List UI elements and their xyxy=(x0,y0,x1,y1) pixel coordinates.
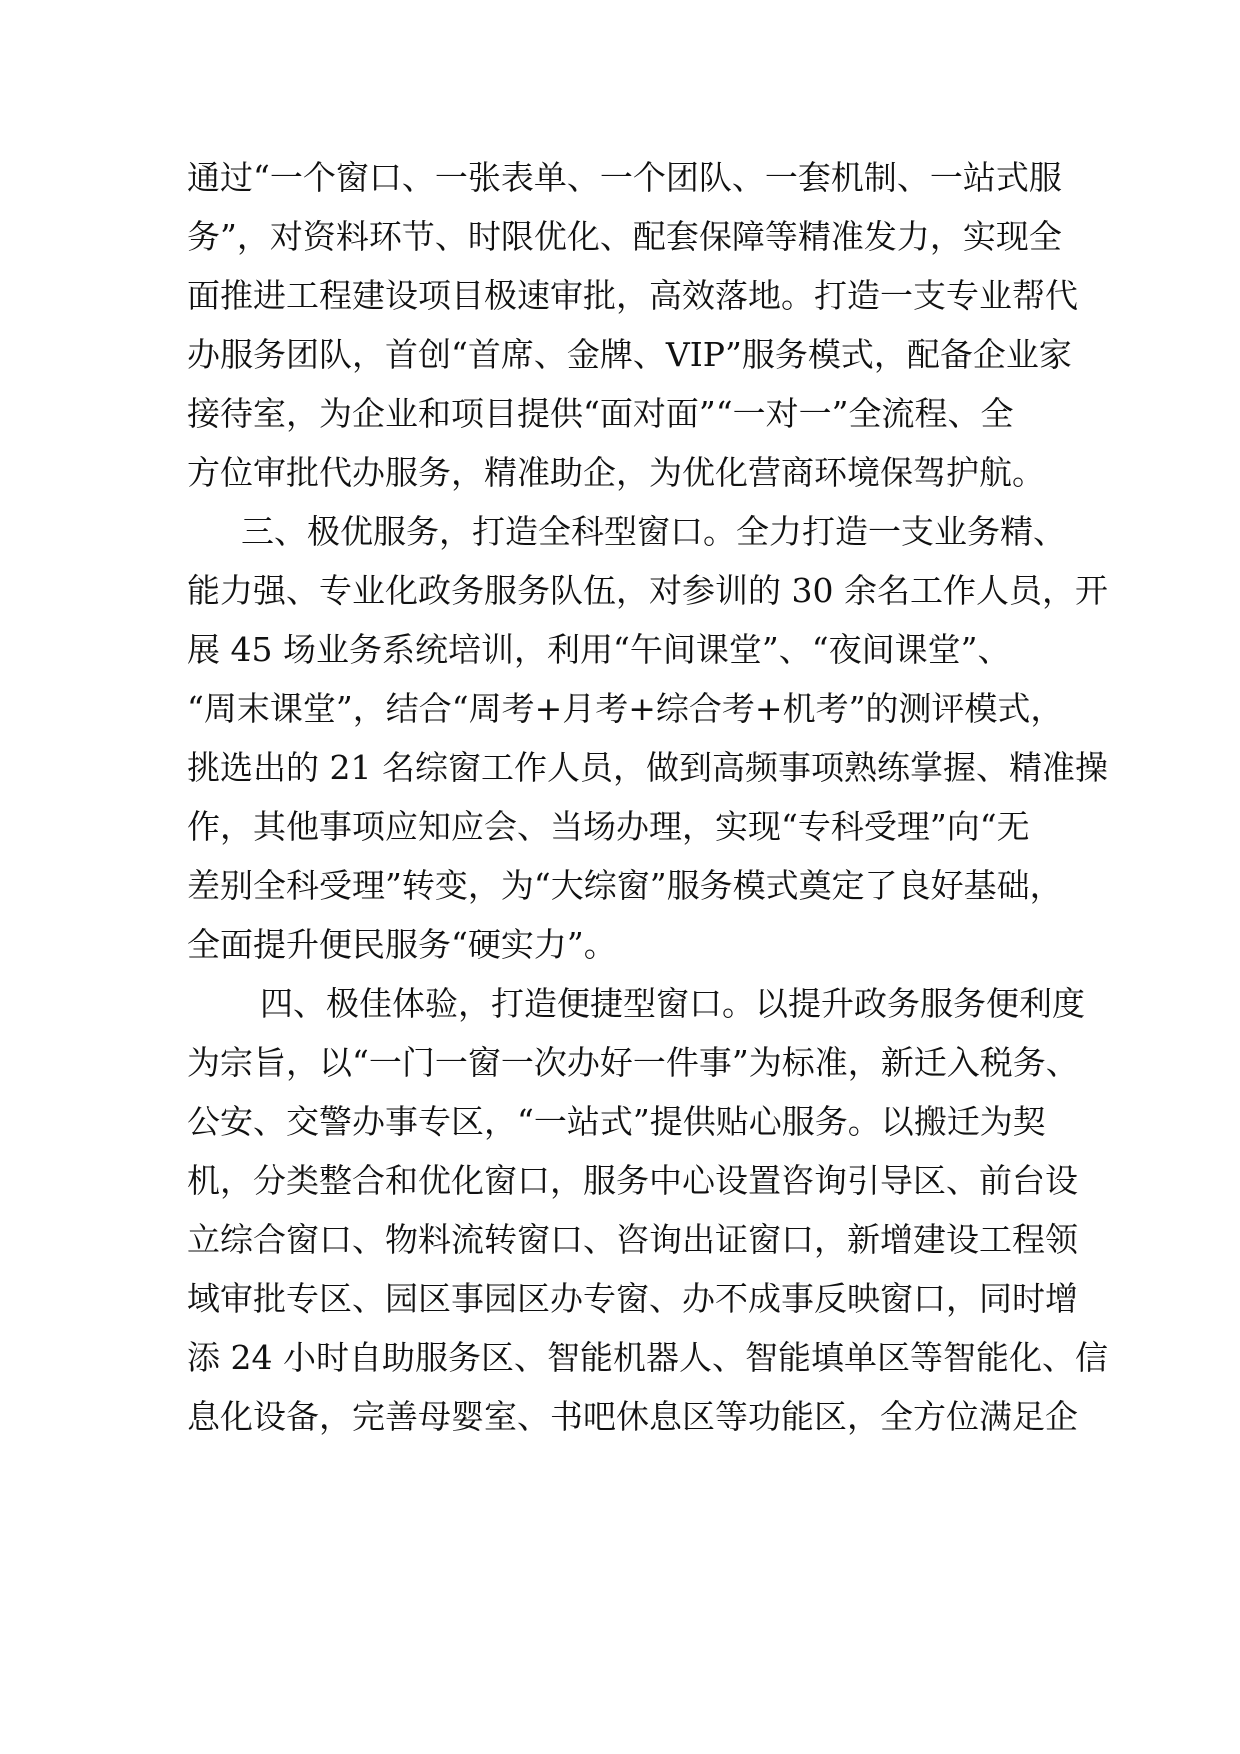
text-line: 公安、交警办事专区，“一站式”提供贴心服务。以搬迁为契 xyxy=(187,1102,1046,1141)
text-line: 立综合窗口、物料流转窗口、咨询出证窗口，新增建设工程领 xyxy=(187,1220,1078,1259)
text-line: 方位审批代办服务，精准助企，为优化营商环境保驾护航。 xyxy=(187,453,1045,492)
text-line: 接待室，为企业和项目提供“面对面”“一对一”全流程、全 xyxy=(187,394,1014,433)
text-line: 面推进工程建设项目极速审批，高效落地。打造一支专业帮代 xyxy=(187,276,1078,315)
text-line: 办服务团队，首创“首席、金牌、VIP”服务模式，配备企业家 xyxy=(187,335,1072,374)
text-line: 展 45 场业务系统培训，利用“午间课堂”、“夜间课堂”、 xyxy=(187,630,1011,669)
text-line: 域审批专区、园区事园区办专窗、办不成事反映窗口，同时增 xyxy=(187,1279,1078,1318)
text-line: 作，其他事项应知应会、当场办理，实现“专科受理”向“无 xyxy=(187,807,1030,846)
text-line: “周末课堂”，结合“周考+月考+综合考+机考”的测评模式， xyxy=(187,689,1064,728)
section-heading-line: 四、极佳体验，打造便捷型窗口。以提升政务服务便利度 xyxy=(260,984,1085,1023)
text-line: 挑选出的 21 名综窗工作人员，做到高频事项熟练掌握、精准操 xyxy=(187,748,1108,787)
text-line: 差别全科受理”转变，为“大综窗”服务模式奠定了良好基础， xyxy=(187,866,1063,905)
text-line: 通过“一个窗口、一张表单、一个团队、一套机制、一站式服 xyxy=(187,158,1062,197)
section-heading-line: 三、极优服务，打造全科型窗口。全力打造一支业务精、 xyxy=(241,512,1066,551)
text-line: 能力强、专业化政务服务队伍，对参训的 30 余名工作人员，开 xyxy=(187,571,1108,610)
text-line: 为宗旨，以“一门一窗一次办好一件事”为标准，新迁入税务、 xyxy=(187,1043,1079,1082)
text-line: 全面提升便民服务“硬实力”。 xyxy=(187,925,617,964)
text-line: 机，分类整合和优化窗口，服务中心设置咨询引导区、前台设 xyxy=(187,1161,1078,1200)
text-line: 添 24 小时自助服务区、智能机器人、智能填单区等智能化、信 xyxy=(187,1338,1108,1377)
text-line: 务”，对资料环节、时限优化、配套保障等精准发力，实现全 xyxy=(187,217,1062,256)
text-line: 息化设备，完善母婴室、书吧休息区等功能区，全方位满足企 xyxy=(187,1397,1078,1436)
